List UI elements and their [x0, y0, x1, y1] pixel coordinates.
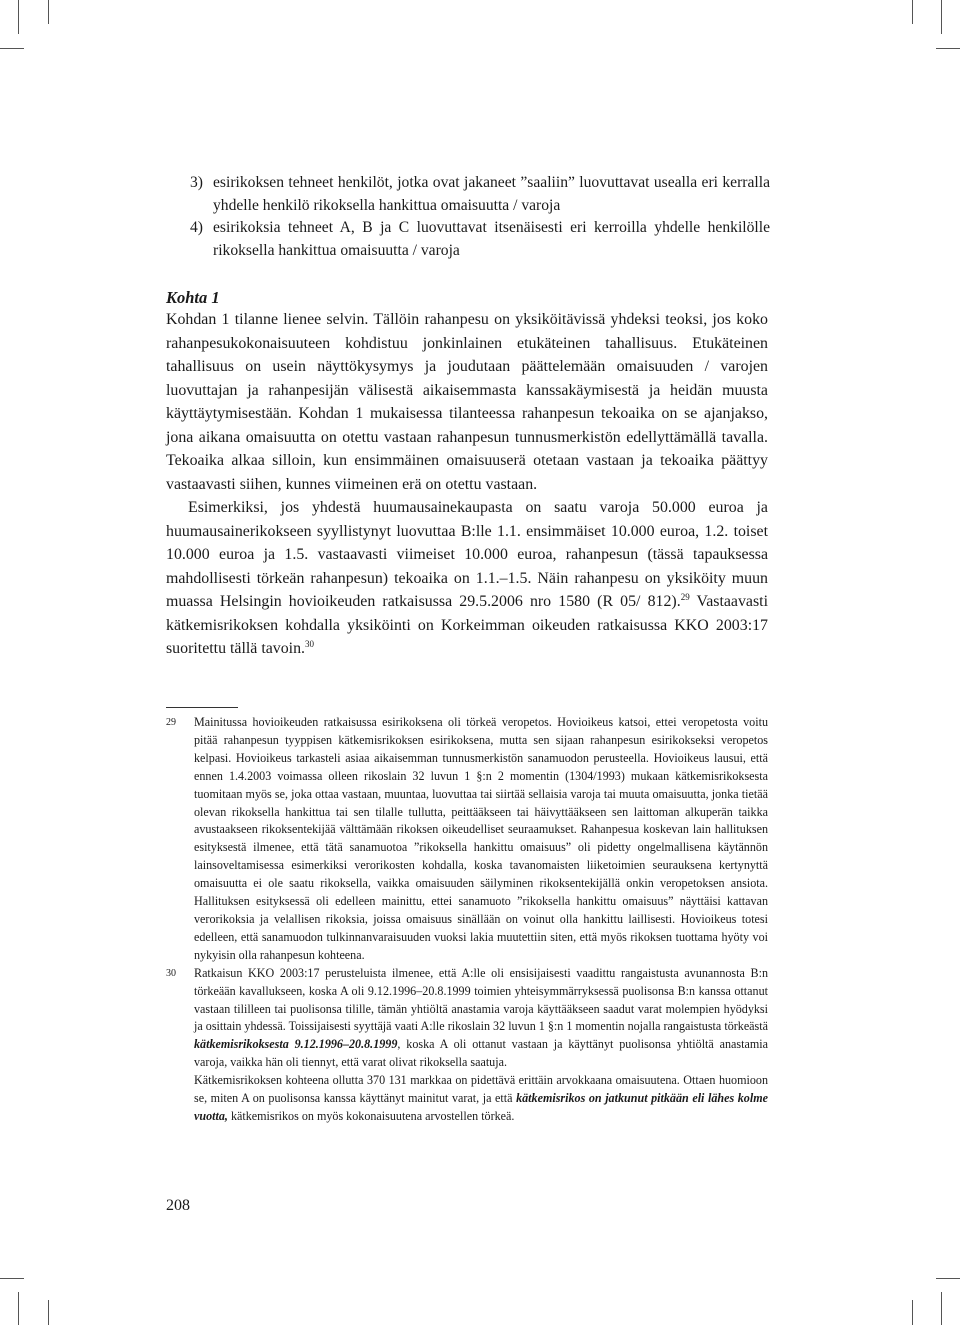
- footnote-30: [166, 965, 768, 1126]
- paragraph-text: Esimerkiksi, jos yhdestä huumausainekaupasta on saatu varoja 50.000 euroa ja huumausainerikokseen syyllistynyt luovuttaa B:lle 1.1. ensimmäiset 10.000 euroa, 1.2. toiset 10.000 euroa ja 1.5. vastaavasti viimeiset 10.000 euroa, rahanpesun (tässä tapauksessa mahdollisesti törkeän rahanpesun) tekoaika on 1.1.–1.5. Näin rahanpesu on yksiköity muun muassa Helsingin hovioikeuden ratkaisussa 29.5.2006 nro 1580 (R 05/ 812).: [166, 499, 768, 610]
- list-item-number: 3): [190, 174, 203, 191]
- footnote-paragraph: [194, 1072, 768, 1126]
- footnote-number: 30: [166, 967, 176, 979]
- footnote-separator: [166, 707, 238, 708]
- section-heading: Kohta 1: [166, 288, 220, 307]
- page-number: 208: [166, 1197, 190, 1214]
- list-item: [190, 217, 770, 262]
- list-item-text: esirikoksen tehneet henkilöt, jotka ovat jakaneet ”saaliin” luovuttavat usealla eri kerralla yhdelle henkilö rikoksella hankittua omaisuutta / varoja: [213, 174, 770, 214]
- footnote-paragraph: [194, 965, 768, 1072]
- crop-mark-bottom-left-h: [0, 1278, 24, 1279]
- footnote-ref: 30: [305, 639, 315, 649]
- crop-mark-bottom-right-v: [912, 1300, 913, 1325]
- footnote-text: Kätkemisrikoksen kohteena ollutta 370 131 markkaa on pidettävä erittäin arvokkaana omaisuutena. Ottaen huomioon se, miten A on puolisonsa kanssa käyttänyt mainitut varat, ja että: [194, 1073, 768, 1106]
- footnote-number: 29: [166, 717, 176, 728]
- paragraph: [166, 496, 768, 661]
- crop-mark-bottom-left-v2: [48, 1300, 49, 1325]
- footnotes: [166, 714, 768, 1126]
- footnote-emphasis: kätkemisrikoksesta 9.12.1996–20.8.1999: [194, 1037, 398, 1052]
- paragraph-text: Vastaavasti kätkemisrikoksen kohdalla yksiköinti on Korkeimman oikeuden ratkaisussa KKO 2003:17 suoritettu tällä tavoin.: [166, 593, 769, 657]
- numbered-list: [190, 172, 770, 262]
- footnote-text: kätkemisrikos on myös kokonaisuutena arvostellen törkeä.: [227, 1108, 515, 1123]
- crop-mark-bottom-right-h: [936, 1278, 960, 1279]
- crop-mark-top-right-v2: [941, 0, 942, 34]
- paragraph: Kohdan 1 tilanne lienee selvin. Tällöin rahanpesu on yksiköitävissä yhdeksi teoksi, jos koko rahanpesukokonaisuuteen kohdistuu jonkinlainen etukäteinen tahallisuus. Etukäteinen tahallisuus on usein näyttökysymys ja joudutaan päättelemään omaisuuden / varojen luovuttajan ja rahanpesijän välisestä aikaisemmasta kanssakäymisestä ja heidän muusta käyttäytymisestään. Kohdan 1 mukaisessa tilanteessa rahanpesun tekoaika on se ajanjakso, jona aikana omaisuutta on otettu vastaan rahanpesun tunnusmerkistön edellyttämällä tavalla. Tekoaika alkaa silloin, kun ensimmäinen omaisuuserä otetaan vastaan ja tekoaika päättyy vastaavasti siihen, kunnes viimeinen erä on otettu vastaan.: [166, 311, 768, 493]
- crop-mark-top-right-h: [936, 48, 960, 49]
- crop-mark-top-left-v: [18, 0, 19, 34]
- footnote-emphasis: kätkemisrikos on jatkunut pitkään eli lähes kolme vuotta,: [194, 1091, 768, 1123]
- body-text: [166, 308, 768, 661]
- list-item-text: esirikoksia tehneet A, B ja C luovuttavat itsenäisesti eri kerroilla yhdelle henkilölle rikoksella hankittua omaisuutta / varoja: [213, 219, 770, 259]
- crop-mark-top-right-v: [912, 0, 913, 24]
- footnote-29: [166, 714, 768, 965]
- list-item-number: 4): [190, 219, 203, 236]
- footnote-text: Ratkaisun KKO 2003:17 perusteluista ilmenee, että A:lle oli ensisijaisesti vaadittu rangaistusta avunannosta B:n törkeään kavallukseen, koska A oli 9.12.1996–20.8.1999 toimien yhteisymmärryksessä puolisonsa B:n kanssa ottanut vastaan tililleen tai puolisonsa tilille, tämän yhtiöltä anastamia varoja käyttääkseen saadut varat molempien hyödyksi ja osittain yhdessä. Toissijaisesti syyttäjä vaati A:lle rikoslain 32 luvun 1 §:n 1 momentin nojalla rangaistusta törkeästä: [194, 965, 768, 1034]
- footnote-text: , koska A oli ottanut vastaan ja käyttänyt puolisonsa yhtiöltä anastamia varoja, vaikka hän oli tiennyt, että varat olivat rikoksella saatuja.: [194, 1037, 768, 1070]
- crop-mark-top-left-h: [0, 48, 24, 49]
- crop-mark-bottom-right-v2: [941, 1292, 942, 1325]
- crop-mark-top-left-v2: [48, 0, 49, 24]
- crop-mark-bottom-left-v: [18, 1292, 19, 1325]
- list-item: [190, 172, 770, 217]
- footnote-ref: 29: [680, 592, 690, 602]
- footnote-text: Mainitussa hovioikeuden ratkaisussa esirikoksena oli törkeä veropetos. Hovioikeus katsoi, ettei veropetosta voitu pitää rahanpesun tyyppisen kätkemisrikoksen esirikoksena, mutta sen sijaan rahanpesun esirikokseksi veropetos kelpasi. Hovioikeus tarkasteli asiaa aikaisemman tunnusmerkistön sanamuodon perusteella. Hovioikeus lausui, että ennen 1.4.2003 voimassa olleen rikoslain 32 luvun 1 §:n 2 momentin (1304/1993) mukaan kätkemisrikoksesta tuomitaan myös se, joka ottaa vastaan, muuntaa, luovuttaa tai siirtää sellaisia varoja tai muuta omaisuutta, jonka tietää olevan rikoksella hankittua tai sen tilalle tullutta, peittääkseen tai häivyttääkseen sen laittoman alkuperän taikka avustaakseen rikoksentekijää välttämään rikoksen oikeudelliset seuraamukset. Rahanpesua koskevan lain hallituksen esityksestä ilmenee, että tätä sanamuotoa ”rikoksella hankittu omaisuus” oli pidetty ongelmallisena käytännön lainsoveltamisessa esimerkiksi verorikosten kohdalla, koska tavanomaisten liiketoimien seurauksena kertynyttä omaisuutta ei ole saatu rikoksella, vaikka omaisuuden säilyminen rikoksentekijällä onkin veropetoksen ansiota. Hallituksen esityksessä oli edelleen mainittu, ettei sanamuoto ”rikoksella hankittu omaisuus” näyttäisi kattavan verorikoksia ja velallisen rikoksia, joissa omaisuus sinällään on voinut olla hankittu laillisesti. Hovioikeus totesi edelleen, että sanamuodon tulkinnanvaraisuuden vuoksi lakia muutettiin siten, että myös rikoksen tuottama hyöty voi nykyisin olla rahanpesun kohteena.: [194, 715, 768, 962]
